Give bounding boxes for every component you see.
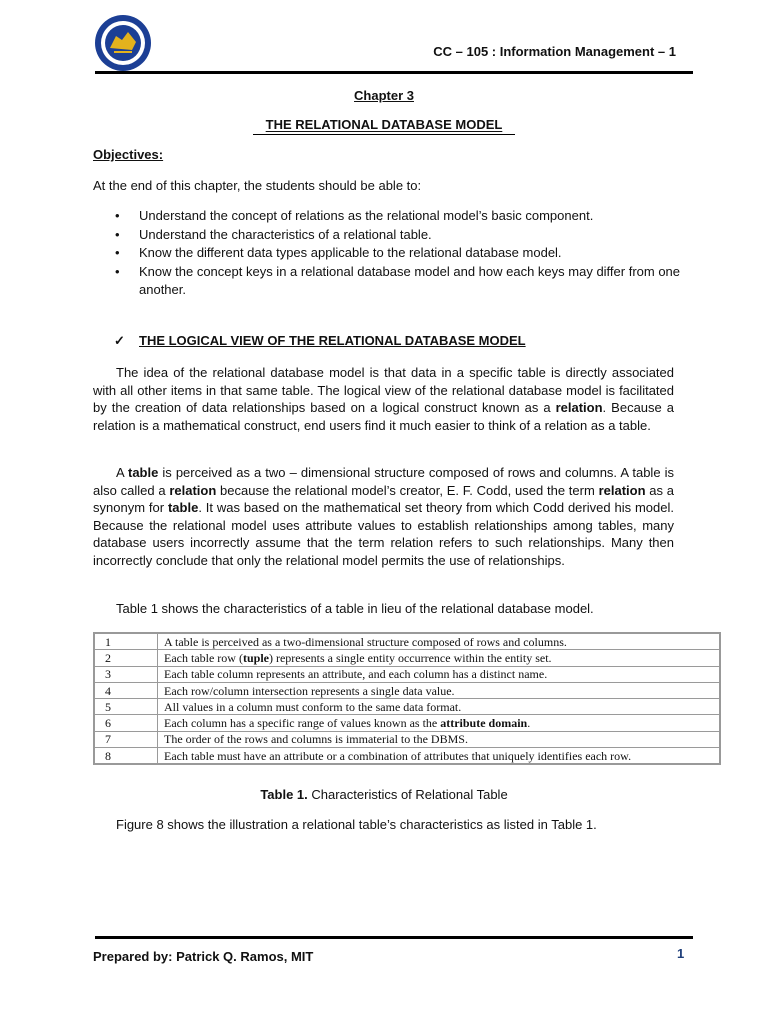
paragraph-logical-view: The idea of the relational database model is that data in a specific table is directly associated with all other items in that same table. The logical view of the relational database model is facilitated by the creation of data relationships based on a logical construct known as a relation. Because a relation is a mathematical construct, end users find it much easier to think of a relation as a table.: [93, 365, 674, 433]
list-item: • Know the concept keys in a relational database model and how each keys may differ from one another.: [93, 263, 683, 300]
table-row: 1 A table is perceived as a two-dimensional structure composed of rows and columns.: [94, 633, 720, 650]
table-row: 5 All values in a column must conform to the same data format.: [94, 699, 720, 715]
prepared-by: Prepared by: Patrick Q. Ramos, MIT: [93, 949, 314, 964]
bullet-icon: •: [115, 208, 120, 223]
bullet-icon: •: [115, 245, 120, 260]
list-item: • Know the different data types applicable to the relational database model.: [93, 244, 683, 263]
paragraph-table-intro: Table 1 shows the characteristics of a table in lieu of the relational database model.: [116, 601, 594, 616]
objectives-list: [93, 207, 683, 300]
list-item: • Understand the concept of relations as the relational model’s basic component.: [93, 207, 683, 226]
header-rule: [95, 71, 693, 74]
table-row: 4 Each row/column intersection represents a single data value.: [94, 682, 720, 698]
table-row: 7 The order of the rows and columns is immaterial to the DBMS.: [94, 731, 720, 747]
bullet-icon: •: [115, 263, 120, 279]
chapter-title: THE RELATIONAL DATABASE MODEL: [265, 117, 503, 132]
university-logo: [94, 14, 152, 72]
section-heading: [114, 333, 526, 349]
course-title: CC – 105 : Information Management – 1: [433, 44, 676, 59]
objectives-intro: At the end of this chapter, the students should be able to:: [93, 178, 422, 193]
characteristics-table: [93, 632, 721, 765]
title-double-underline: [253, 134, 515, 135]
checkmark-icon: ✓: [114, 333, 125, 348]
footer-rule: [95, 936, 693, 939]
section-heading-text: THE LOGICAL VIEW OF THE RELATIONAL DATABASE MODEL: [139, 333, 526, 348]
table-row: 6 Each column has a specific range of values known as the attribute domain.: [94, 715, 720, 731]
paragraph-figure-ref: Figure 8 shows the illustration a relational table’s characteristics as listed in Table 1.: [116, 817, 597, 832]
table-row: 2 Each table row (tuple) represents a single entity occurrence within the entity set.: [94, 650, 720, 666]
paragraph-table-definition: A table is perceived as a two – dimensional structure composed of rows and columns. A table is also called a relation because the relational model’s creator, E. F. Codd, used the term relation as a synonym for table. It was based on the mathematical set theory from which Codd derived his model. Because the relational model uses attribute values to establish relationships among tables, many database users incorrectly assume that the term relation refers to such relationships. Many then incorrectly conclude that only the relational model permits the use of relationships.: [93, 465, 674, 568]
table-row: 8 Each table must have an attribute or a combination of attributes that uniquely identifies each row.: [94, 748, 720, 765]
list-item: • Understand the characteristics of a relational table.: [93, 226, 683, 245]
table-row: 3 Each table column represents an attribute, and each column has a distinct name.: [94, 666, 720, 682]
table-caption: Table 1. Characteristics of Relational Table: [260, 787, 508, 802]
chapter-label: Chapter 3: [354, 88, 414, 103]
objectives-heading: Objectives:: [93, 147, 164, 162]
bullet-icon: •: [115, 226, 120, 242]
page-number: 1: [677, 946, 685, 961]
